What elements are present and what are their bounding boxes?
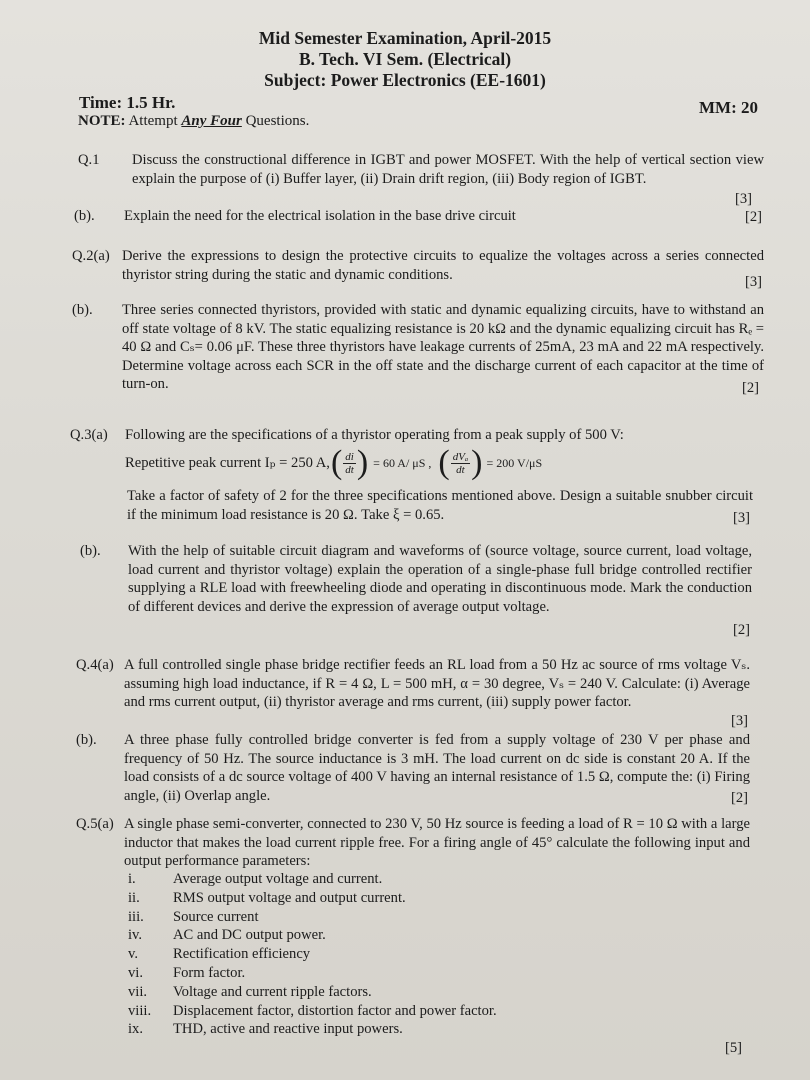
di-dt-value: = 60 A/ μS , — [373, 455, 432, 470]
q1-label: Q.1 — [78, 152, 100, 168]
dv-dt-value: = 200 V/μS — [486, 455, 543, 470]
max-marks-label: MM: 20 — [698, 98, 758, 117]
note-text-2: Questions. — [245, 113, 310, 129]
q2b-text: Three series connected thyristors, provided with static and dynamic equalizing circuits, have to withstand an off state voltage of 8 kV. The static equalizing resistance is 20 kΩ and the dynamic equalizing circuit has Rₑ = 40 Ω and Cₛ= 0.06 μF. These three thyristors have leakage currents of 25mA, 23 mA and 22 mA respectively. Determine voltage across each SCR in the off state and the discharge current of each capacitor at the time of turn-on. — [122, 302, 764, 392]
list-item: vi. Form factor. — [128, 964, 246, 981]
q1b-label: (b). — [74, 208, 95, 224]
di-dt-fraction: $\frac{di}{dt}$ — [345, 450, 354, 476]
list-item: i. Average output voltage and current. — [128, 871, 383, 887]
list-item: viii. Displacement factor, distortion factor and power factor. — [128, 1002, 497, 1019]
q3-marks: [3] — [733, 510, 751, 526]
q2b-label: (b). — [72, 302, 93, 318]
q5-parameter-list — [128, 870, 497, 1039]
list-item: iii. Source current — [128, 908, 259, 925]
q3b-marks: [2] — [733, 622, 751, 638]
q2b-marks: [2] — [742, 380, 760, 396]
q3-spec-formula: Repetitive peak current Iₚ = 250 A, ( $\frac{di}{dt}$ ) = 60 A/ μS , ( $\frac{\text{dVₐ}}{dt}$ ) = 200 V/μS — [125, 444, 543, 481]
q2-label: Q.2(a) — [72, 248, 110, 264]
q4b-marks: [2] — [731, 790, 749, 806]
q3b-label: (b). — [80, 543, 101, 559]
q1-text: Discuss the constructional difference in IGBT and power MOSFET. With the help of vertical section view explain the purpose of (i) Buffer layer, (ii) Drain drift region, (iii) Body region of IGBT. — [132, 152, 764, 187]
q1-marks: [3] — [735, 191, 753, 207]
q3-text-2: Take a factor of safety of 2 for the three specifications mentioned above. Design a suitable snubber circuit if the minimum load resistance is 20 Ω. Take ξ = 0.65. — [127, 488, 753, 523]
q4-marks: [3] — [731, 713, 749, 729]
q3-spec-prefix: Repetitive peak current Iₚ = 250 A, — [125, 455, 330, 471]
q4-text: A full controlled single phase bridge rectifier feeds an RL load from a 50 Hz ac source of rms voltage Vₛ. assuming high load inductance, if R = 4 Ω, L = 500 mH, α = 30 degree, Vₛ = 240 V. Calculate: (i) Average and rms current output, (ii) thyristor average and rms current, (iii) supply power factor. — [124, 657, 750, 710]
q5-marks: [5] — [725, 1040, 743, 1056]
dv-dt-fraction: $\frac{\text{dVₐ}}{dt}$ — [452, 450, 469, 476]
time-label: Time: 1.5 Hr. — [79, 93, 176, 112]
note-prefix: NOTE: — [78, 113, 126, 129]
q4b-label: (b). — [76, 732, 97, 748]
q3-text: Following are the specifications of a thyristor operating from a peak supply of 500 V: — [125, 427, 624, 443]
q2-text: Derive the expressions to design the protective circuits to equalize the voltages across a series connected thyristor string during the static and dynamic conditions. — [122, 248, 764, 283]
list-item: vii. Voltage and current ripple factors. — [128, 983, 372, 1000]
q1b-text: Explain the need for the electrical isolation in the base drive circuit — [124, 208, 516, 224]
q2-marks: [3] — [745, 274, 763, 290]
note-text-1: Attempt — [128, 113, 178, 129]
note-line — [78, 113, 309, 130]
note-emphasis: Any Four — [181, 113, 242, 129]
q5-text: A single phase semi-converter, connected to 230 V, 50 Hz source is feeding a load of R = 10 Ω with a large inductor that makes the load current ripple free. For a firing angle of 45° calculate the following input and output performance parameters: — [124, 816, 750, 869]
list-item: iv. AC and DC output power. — [128, 927, 326, 944]
list-item: ii. RMS output voltage and output current. — [128, 889, 406, 906]
q3-label: Q.3(a) — [70, 427, 108, 443]
q5-label: Q.5(a) — [76, 816, 114, 832]
course-line: B. Tech. VI Sem. (Electrical) — [298, 49, 512, 69]
list-item: v. Rectification efficiency — [128, 946, 311, 963]
q4b-text: A three phase fully controlled bridge converter is fed from a supply voltage of 230 V per phase and frequency of 50 Hz. The source inductance is 3 mH. The load current on dc side is constant 20 A. If the load consists of a dc source voltage of 400 V having an internal resistance of 1.5 Ω, compute the: (i) Firing angle, (ii) Overlap angle. — [124, 732, 750, 804]
q3b-text: With the help of suitable circuit diagram and waveforms of (source voltage, source current, load voltage, load current and thyristor voltage) explain the operation of a single-phase full bridge controlled rectifier supplying a RLE load with freewheeling diode and operating in discontinuous mode. Mark the conduction of different devices and derive the expression of average output voltage. — [128, 543, 752, 615]
subject-line: Subject: Power Electronics (EE-1601) — [264, 70, 546, 90]
list-item: ix. THD, active and reactive input powers. — [128, 1021, 403, 1038]
exam-title: Mid Semester Examination, April-2015 — [258, 28, 552, 48]
exam-header — [0, 28, 810, 91]
q1b-marks: [2] — [745, 209, 763, 225]
q4-label: Q.4(a) — [76, 657, 114, 673]
